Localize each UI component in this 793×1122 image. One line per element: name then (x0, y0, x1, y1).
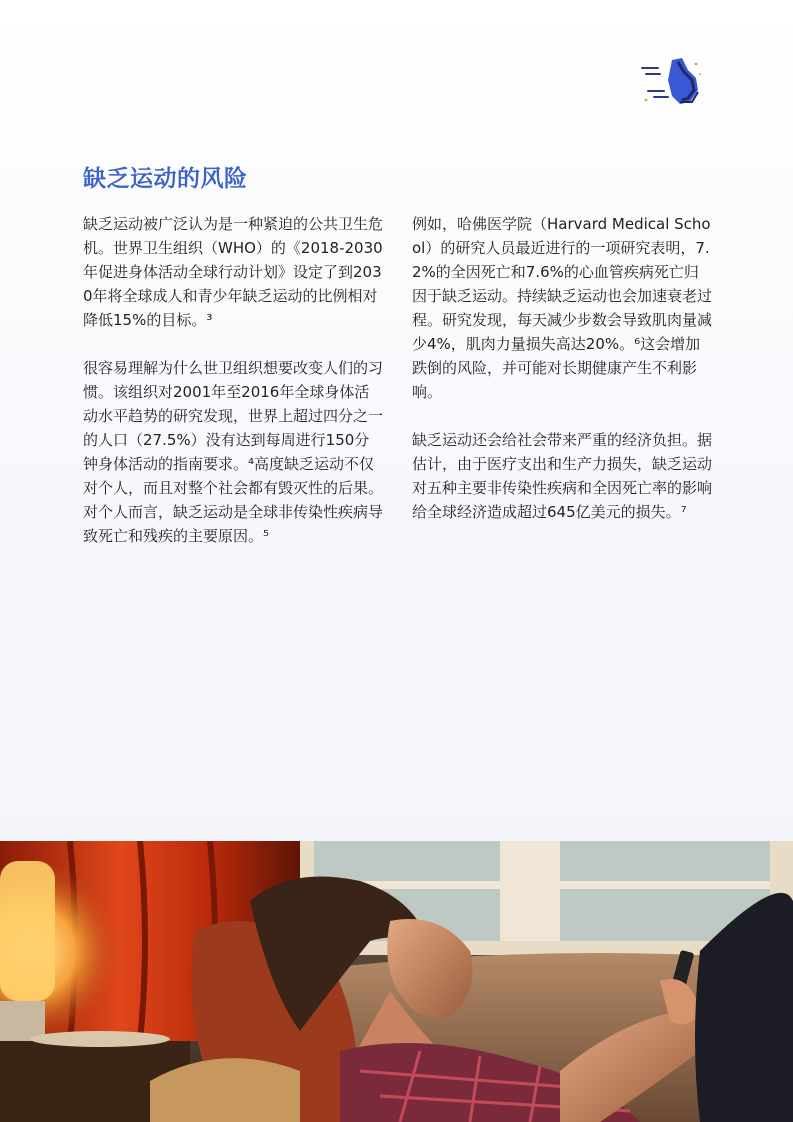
left-column (83, 212, 383, 572)
paragraph: 例如，哈佛医学院（Harvard Medical School）的研究人员最近进行的一项研究表明，7.2%的全因死亡和7.6%的心血管疾病死亡归因于缺乏运动。持续缺乏运动也会加速衰老过程。研究发现，每天减少步数会导致肌肉量减少4%，肌肉力量损失高达20%。⁶这会增加跌倒的风险，并可能对长期健康产生不利影响。 (412, 215, 713, 401)
paragraph: 很容易理解为什么世卫组织想要改变人们的习惯。该组织对2001年至2016年全球身体活动水平趋势的研究发现，世界上超过四分之一的人口（27.5%）没有达到每周进行150分钟身体活动的指南要求。⁴高度缺乏运动不仅对个人，而且对整个社会都有毁灭性的后果。对个人而言，缺乏运动是全球非传染性疾病导致死亡和残疾的主要原因。⁵ (83, 359, 384, 545)
woman-on-sofa-photo (0, 841, 793, 1122)
running-shoe-icon (638, 56, 702, 108)
paragraph: 缺乏运动还会给社会带来严重的经济负担。据估计，由于医疗支出和生产力损失，缺乏运动对五种主要非传染性疾病和全因死亡率的影响给全球经济造成超过645亿美元的损失。⁷ (412, 431, 713, 521)
page-heading: 缺乏运动的风险 (83, 166, 248, 192)
running-shoe-logo (638, 56, 702, 108)
right-column (412, 212, 712, 548)
paragraph: 缺乏运动被广泛认为是一种紧迫的公共卫生危机。世界卫生组织（WHO）的《2018-2030年促进身体活动全球行动计划》设定了到2030年将全球成人和青少年缺乏运动的比例相对降低15%的目标。³ (83, 215, 384, 329)
